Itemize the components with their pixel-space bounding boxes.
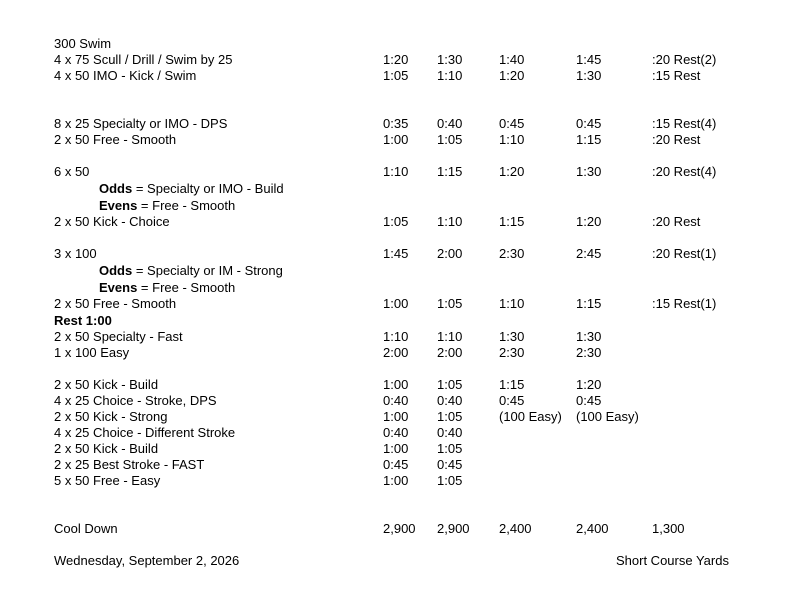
set-description: 2 x 50 Free - Smooth xyxy=(54,132,177,147)
interval-cell: 0:35 xyxy=(383,116,409,131)
interval-cell: 0:45 xyxy=(576,116,602,131)
interval-cell: 1:10 xyxy=(437,329,463,344)
interval-cell: 1:05 xyxy=(437,409,463,424)
interval-cell: 2:00 xyxy=(383,345,409,360)
interval-cell: 1:15 xyxy=(576,296,602,311)
workout-row xyxy=(0,313,792,329)
workout-row xyxy=(0,198,792,214)
course-type: Short Course Yards xyxy=(616,553,729,568)
interval-cell: 1:20 xyxy=(576,214,602,229)
workout-row xyxy=(0,393,792,409)
interval-cell: :20 Rest(4) xyxy=(652,164,717,179)
workout-row xyxy=(0,345,792,361)
workout-row xyxy=(0,296,792,312)
interval-cell: 1,300 xyxy=(652,521,685,536)
interval-cell: 2:00 xyxy=(437,246,463,261)
interval-cell: 1:00 xyxy=(383,132,409,147)
set-description: 2 x 50 Kick - Build xyxy=(54,441,159,456)
set-description: Cool Down xyxy=(54,521,118,536)
interval-cell: 0:45 xyxy=(437,457,463,472)
set-description: 2 x 50 Kick - Strong xyxy=(54,409,168,424)
workout-row xyxy=(0,473,792,489)
set-description: 2 x 50 Specialty - Fast xyxy=(54,329,183,344)
set-description: 2 x 50 Kick - Choice xyxy=(54,214,170,229)
interval-cell: 1:15 xyxy=(499,214,525,229)
interval-cell: 1:00 xyxy=(383,473,409,488)
workout-row xyxy=(0,377,792,393)
workout-row xyxy=(0,280,792,296)
interval-cell: 1:00 xyxy=(383,296,409,311)
interval-cell: 1:05 xyxy=(437,132,463,147)
workout-row xyxy=(0,329,792,345)
interval-cell: 2:30 xyxy=(499,246,525,261)
workout-row xyxy=(0,457,792,473)
interval-cell: 1:05 xyxy=(437,296,463,311)
interval-cell: 1:10 xyxy=(383,329,409,344)
interval-cell: 1:05 xyxy=(437,377,463,392)
interval-cell: 0:40 xyxy=(437,425,463,440)
interval-cell: 2,400 xyxy=(499,521,532,536)
interval-cell: 1:30 xyxy=(576,68,602,83)
interval-cell: 0:40 xyxy=(437,116,463,131)
interval-cell: 0:40 xyxy=(383,393,409,408)
sub-text: = Specialty or IM - Strong xyxy=(132,263,283,278)
workout-row xyxy=(0,164,792,180)
set-description: 4 x 25 Choice - Stroke, DPS xyxy=(54,393,217,408)
interval-cell: 1:00 xyxy=(383,377,409,392)
interval-cell: 1:10 xyxy=(383,164,409,179)
interval-cell: 1:30 xyxy=(576,329,602,344)
interval-cell: 1:20 xyxy=(383,52,409,67)
interval-cell: 1:45 xyxy=(383,246,409,261)
interval-cell: :15 Rest(1) xyxy=(652,296,717,311)
workout-row xyxy=(0,425,792,441)
interval-cell: :20 Rest(2) xyxy=(652,52,717,67)
sub-label: Odds xyxy=(99,263,133,278)
interval-cell: :20 Rest(1) xyxy=(652,246,717,261)
interval-cell: 2:45 xyxy=(576,246,602,261)
interval-cell: :15 Rest xyxy=(652,68,701,83)
set-description: 3 x 100 xyxy=(54,246,97,261)
interval-cell: 2,400 xyxy=(576,521,609,536)
workout-row xyxy=(0,36,792,52)
sub-text: = Free - Smooth xyxy=(137,198,236,213)
workout-row xyxy=(0,409,792,425)
workout-date: Wednesday, September 2, 2026 xyxy=(54,553,240,568)
workout-row xyxy=(0,246,792,262)
workout-row xyxy=(0,263,792,279)
sub-text: = Specialty or IMO - Build xyxy=(132,181,284,196)
workout-row xyxy=(0,441,792,457)
sub-text: = Free - Smooth xyxy=(137,280,236,295)
interval-cell: 1:15 xyxy=(576,132,602,147)
interval-cell: 1:40 xyxy=(499,52,525,67)
set-sub-description xyxy=(99,280,235,296)
interval-cell: :15 Rest(4) xyxy=(652,116,717,131)
interval-cell: 1:30 xyxy=(437,52,463,67)
interval-cell: 1:20 xyxy=(576,377,602,392)
interval-cell: (100 Easy) xyxy=(499,409,562,424)
interval-cell: 1:10 xyxy=(437,214,463,229)
interval-cell: 1:05 xyxy=(383,68,409,83)
set-description: 5 x 50 Free - Easy xyxy=(54,473,161,488)
interval-cell: 2:30 xyxy=(576,345,602,360)
sub-label: Evens xyxy=(99,198,138,213)
rest-label: Rest 1:00 xyxy=(54,313,112,328)
interval-cell: (100 Easy) xyxy=(576,409,639,424)
interval-cell: 1:05 xyxy=(383,214,409,229)
interval-cell: 1:00 xyxy=(383,441,409,456)
interval-cell: 1:00 xyxy=(383,409,409,424)
interval-cell: 0:40 xyxy=(437,393,463,408)
workout-row xyxy=(0,521,792,537)
interval-cell: 1:05 xyxy=(437,441,463,456)
interval-cell: 1:10 xyxy=(437,68,463,83)
sub-label: Odds xyxy=(99,181,133,196)
set-description: 8 x 25 Specialty or IMO - DPS xyxy=(54,116,228,131)
interval-cell: 1:30 xyxy=(576,164,602,179)
interval-cell: 2,900 xyxy=(437,521,470,536)
interval-cell: 0:45 xyxy=(499,116,525,131)
interval-cell: 2,900 xyxy=(383,521,416,536)
interval-cell: 1:20 xyxy=(499,68,525,83)
set-description: 4 x 75 Scull / Drill / Swim by 25 xyxy=(54,52,233,67)
interval-cell: 1:05 xyxy=(437,473,463,488)
interval-cell: 1:30 xyxy=(499,329,525,344)
interval-cell: :20 Rest xyxy=(652,214,701,229)
interval-cell: 1:15 xyxy=(499,377,525,392)
set-sub-description xyxy=(99,181,284,197)
interval-cell: 0:45 xyxy=(576,393,602,408)
interval-cell: 2:30 xyxy=(499,345,525,360)
set-description: 4 x 25 Choice - Different Stroke xyxy=(54,425,236,440)
interval-cell: :20 Rest xyxy=(652,132,701,147)
interval-cell: 1:10 xyxy=(499,132,525,147)
interval-cell: 0:45 xyxy=(499,393,525,408)
interval-cell: 1:45 xyxy=(576,52,602,67)
sub-label: Evens xyxy=(99,280,138,295)
set-description: 2 x 50 Kick - Build xyxy=(54,377,159,392)
set-description: 2 x 25 Best Stroke - FAST xyxy=(54,457,205,472)
set-description: 1 x 100 Easy xyxy=(54,345,130,360)
set-sub-description xyxy=(99,198,235,214)
interval-cell: 0:45 xyxy=(383,457,409,472)
interval-cell: 1:10 xyxy=(499,296,525,311)
workout-row xyxy=(0,116,792,132)
set-description: 6 x 50 xyxy=(54,164,90,179)
workout-row xyxy=(0,181,792,197)
set-description: 2 x 50 Free - Smooth xyxy=(54,296,177,311)
workout-row xyxy=(0,68,792,84)
interval-cell: 1:15 xyxy=(437,164,463,179)
interval-cell: 1:20 xyxy=(499,164,525,179)
workout-row xyxy=(0,52,792,68)
workout-row xyxy=(0,132,792,148)
interval-cell: 0:40 xyxy=(383,425,409,440)
set-sub-description xyxy=(99,263,283,279)
set-description: 4 x 50 IMO - Kick / Swim xyxy=(54,68,197,83)
interval-cell: 2:00 xyxy=(437,345,463,360)
set-description: 300 Swim xyxy=(54,36,112,51)
workout-row xyxy=(0,214,792,230)
